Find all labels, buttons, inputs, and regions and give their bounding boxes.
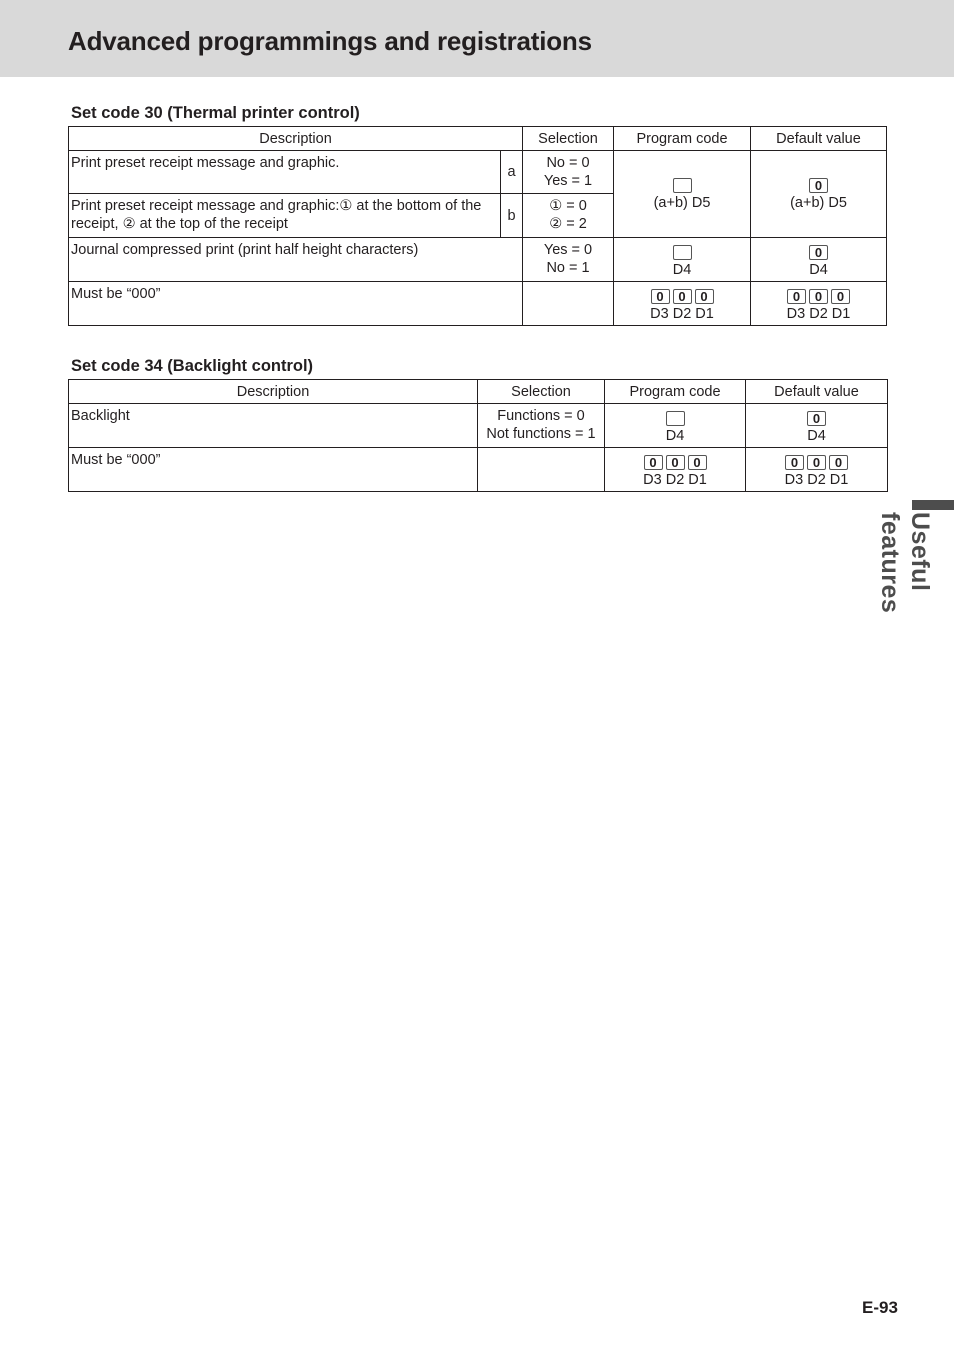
page-number: E-93	[862, 1298, 898, 1317]
column-header: Description	[69, 380, 478, 404]
program-code-cell	[605, 404, 746, 448]
program-code-cell	[614, 238, 751, 282]
selection-cell	[523, 151, 614, 194]
set-code-34-table	[68, 379, 888, 492]
table-row	[69, 151, 887, 194]
program-code-cell	[614, 151, 751, 238]
description-cell: Must be “000”	[69, 282, 523, 326]
digit-label: (a+b) D5	[653, 195, 711, 211]
digit-box: 0	[809, 289, 828, 304]
digit-box: 0	[688, 455, 707, 470]
side-tab-marker	[912, 500, 954, 510]
default-value-cell	[746, 448, 888, 492]
digit-label: D3 D2 D1	[650, 306, 714, 322]
digit-box: 0	[807, 455, 826, 470]
selection-option: Not functions = 1	[486, 426, 596, 442]
default-value-cell	[751, 282, 887, 326]
section-30-title: Set code 30 (Thermal printer control)	[71, 104, 360, 122]
page-header	[0, 0, 954, 77]
section-34-title: Set code 34 (Backlight control)	[71, 357, 314, 375]
selection-option: Functions = 0	[497, 408, 585, 424]
digit-box: 0	[785, 455, 804, 470]
column-header: Selection	[523, 127, 614, 151]
digit-label: D4	[809, 262, 828, 278]
side-tab-label: Useful features	[876, 512, 934, 614]
digit-box	[673, 245, 692, 260]
selection-cell	[523, 238, 614, 282]
description-cell: Print preset receipt message and graphic.	[69, 151, 501, 194]
column-header: Default value	[746, 380, 888, 404]
description-cell: Backlight	[69, 404, 478, 448]
description-cell: Must be “000”	[69, 448, 478, 492]
digit-box: 0	[787, 289, 806, 304]
program-code-cell	[605, 448, 746, 492]
digit-box: 0	[651, 289, 670, 304]
digit-box: 0	[809, 178, 828, 193]
digit-box: 0	[831, 289, 850, 304]
description-cell: Journal compressed print (print half height characters)	[69, 238, 523, 282]
column-header: Program code	[605, 380, 746, 404]
digit-box	[666, 411, 685, 426]
selection-cell	[523, 282, 614, 326]
default-value-cell	[751, 238, 887, 282]
selection-option: No = 0	[546, 155, 590, 171]
column-header: Program code	[614, 127, 751, 151]
digit-label: D3 D2 D1	[784, 472, 849, 488]
table-row	[69, 448, 888, 492]
selection-cell	[478, 404, 605, 448]
digit-label: D3 D2 D1	[786, 306, 851, 322]
digit-box	[673, 178, 692, 193]
digit-box: 0	[809, 245, 828, 260]
table-row	[69, 282, 887, 326]
digit-label: (a+b) D5	[790, 195, 847, 211]
selection-cell	[523, 194, 614, 238]
digit-label: D4	[665, 428, 685, 444]
table-header-row	[69, 127, 887, 151]
set-code-30-table	[68, 126, 887, 326]
default-value-cell	[751, 151, 887, 238]
digit-box: 0	[807, 411, 826, 426]
column-header: Selection	[478, 380, 605, 404]
digit-box: 0	[666, 455, 685, 470]
selection-option: No = 1	[546, 260, 590, 276]
default-value-cell	[746, 404, 888, 448]
selection-option: ② = 2	[549, 216, 587, 232]
table-row	[69, 404, 888, 448]
digit-box: 0	[829, 455, 848, 470]
table-header-row	[69, 380, 888, 404]
table-row	[69, 238, 887, 282]
digit-box: 0	[673, 289, 692, 304]
program-code-cell	[614, 282, 751, 326]
selection-option: ① = 0	[549, 198, 587, 214]
description-cell: Print preset receipt message and graphic:① at the bottom of the receipt, ② at the top of the receipt	[69, 194, 501, 238]
column-header: Default value	[751, 127, 887, 151]
selection-cell	[478, 448, 605, 492]
digit-label: D3 D2 D1	[643, 472, 707, 488]
page-title: Advanced programmings and registrations	[68, 26, 592, 56]
digit-label: D4	[672, 262, 692, 278]
selection-option: Yes = 0	[543, 242, 593, 258]
selection-option: Yes = 1	[543, 173, 593, 189]
sub-key-cell: a	[501, 151, 523, 194]
digit-box: 0	[644, 455, 663, 470]
column-header: Description	[69, 127, 523, 151]
digit-label: D4	[807, 428, 826, 444]
sub-key-cell: b	[501, 194, 523, 238]
digit-box: 0	[695, 289, 714, 304]
